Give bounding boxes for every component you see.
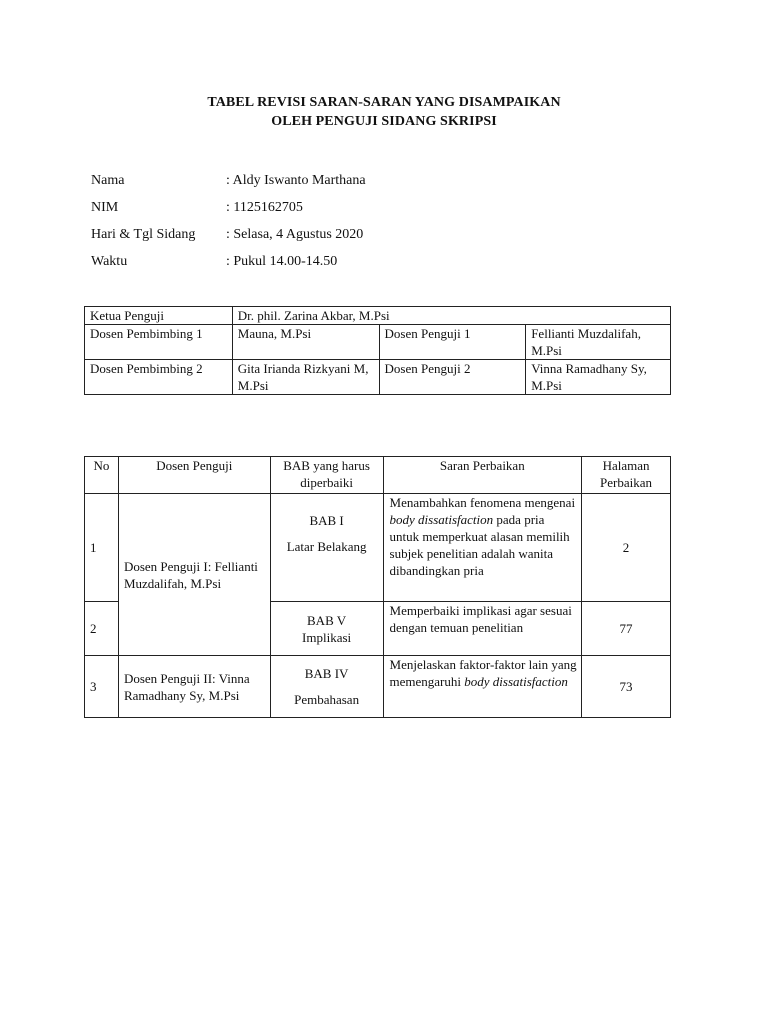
- header-halaman: Halaman Perbaikan: [582, 457, 671, 494]
- row-2-saran-pre: Memperbaiki implikasi agar sesuai dengan temuan penelitian: [389, 603, 572, 635]
- row-1-examiner: Dosen Penguji I: Fellianti Muzdalifah, M.Psi: [118, 494, 270, 656]
- row-3-no: 3: [85, 656, 119, 718]
- row-1-bab-gap: [274, 529, 380, 538]
- waktu-value: : Pukul 14.00-14.50: [226, 254, 338, 269]
- row-1-bab: BAB I: [309, 513, 344, 528]
- row-3-examiner: Dosen Penguji II: Vinna Ramadhany Sy, M.Psi: [118, 656, 270, 718]
- pembimbing1-label: Dosen Pembimbing 1: [85, 325, 233, 360]
- row-1-halaman: 2: [582, 494, 671, 602]
- row-3-saran-em: body dissatisfaction: [464, 674, 568, 689]
- document-title-line-1: TABEL REVISI SARAN-SARAN YANG DISAMPAIKAN: [207, 95, 561, 110]
- hari-value: : Selasa, 4 Agustus 2020: [226, 227, 364, 242]
- row-1-saran-pre: Menambahkan fenomena mengenai: [389, 495, 576, 510]
- table-row: [85, 325, 671, 360]
- pembimbing2-value: Gita Irianda Rizkyani M, M.Psi: [232, 360, 379, 395]
- table-row: [85, 656, 671, 718]
- row-2-bab-cell: [270, 602, 383, 656]
- nama-value: : Aldy Iswanto Marthana: [226, 173, 366, 188]
- document-title-line-2: OLEH PENGUJI SIDANG SKRIPSI: [271, 114, 497, 129]
- row-3-halaman: 73: [582, 656, 671, 718]
- row-1-no: 1: [85, 494, 119, 602]
- table-row: [85, 307, 671, 325]
- row-3-bab-cell: [270, 656, 383, 718]
- row-2-no: 2: [85, 602, 119, 656]
- penguji2-value: Vinna Ramadhany Sy, M.Psi: [526, 360, 671, 395]
- table-row: [85, 360, 671, 395]
- pembimbing1-value: Mauna, M.Psi: [232, 325, 379, 360]
- row-3-bab-name: Pembahasan: [294, 692, 360, 707]
- row-3-bab: BAB IV: [304, 666, 349, 681]
- row-3-bab-gap: [274, 682, 380, 691]
- waktu-label: Waktu: [91, 254, 128, 269]
- nama-label: Nama: [91, 173, 125, 188]
- examiner-table: [84, 306, 671, 395]
- ketua-value: Dr. phil. Zarina Akbar, M.Psi: [232, 307, 670, 325]
- nim-label: NIM: [91, 200, 119, 215]
- row-2-bab: BAB V: [307, 612, 347, 628]
- row-2-saran: [383, 602, 582, 656]
- row-2-halaman: 77: [582, 602, 671, 656]
- row-3-saran: [383, 656, 582, 718]
- penguji2-label: Dosen Penguji 2: [379, 360, 526, 395]
- row-2-bab-name: Implikasi: [302, 629, 352, 645]
- header-saran: Saran Perbaikan: [383, 457, 582, 494]
- nim-value: : 1125162705: [226, 200, 303, 215]
- row-1-saran-post: pada pria untuk memperkuat alasan memilih subjek penelitian adalah wanita dibandingkan pria: [389, 512, 570, 578]
- row-1-bab-name: Latar Belakang: [286, 539, 367, 554]
- header-bab: BAB yang harus diperbaiki: [270, 457, 383, 494]
- row-1-saran-em: body dissatisfaction: [389, 512, 494, 527]
- pembimbing2-label: Dosen Pembimbing 2: [85, 360, 233, 395]
- header-dosen: Dosen Penguji: [118, 457, 270, 494]
- ketua-label: Ketua Penguji: [85, 307, 233, 325]
- hari-label: Hari & Tgl Sidang: [91, 227, 196, 242]
- row-1-bab-cell: [270, 494, 383, 602]
- penguji1-label: Dosen Penguji 1: [379, 325, 526, 360]
- row-1-saran: [383, 494, 582, 602]
- header-no: No: [85, 457, 119, 494]
- penguji1-value: Fellianti Muzdalifah, M.Psi: [526, 325, 671, 360]
- revision-table: [84, 456, 671, 718]
- table-header-row: [85, 457, 671, 494]
- row-3-saran-pre: Menjelaskan faktor-faktor lain yang memengaruhi: [389, 657, 577, 689]
- table-row: [85, 494, 671, 602]
